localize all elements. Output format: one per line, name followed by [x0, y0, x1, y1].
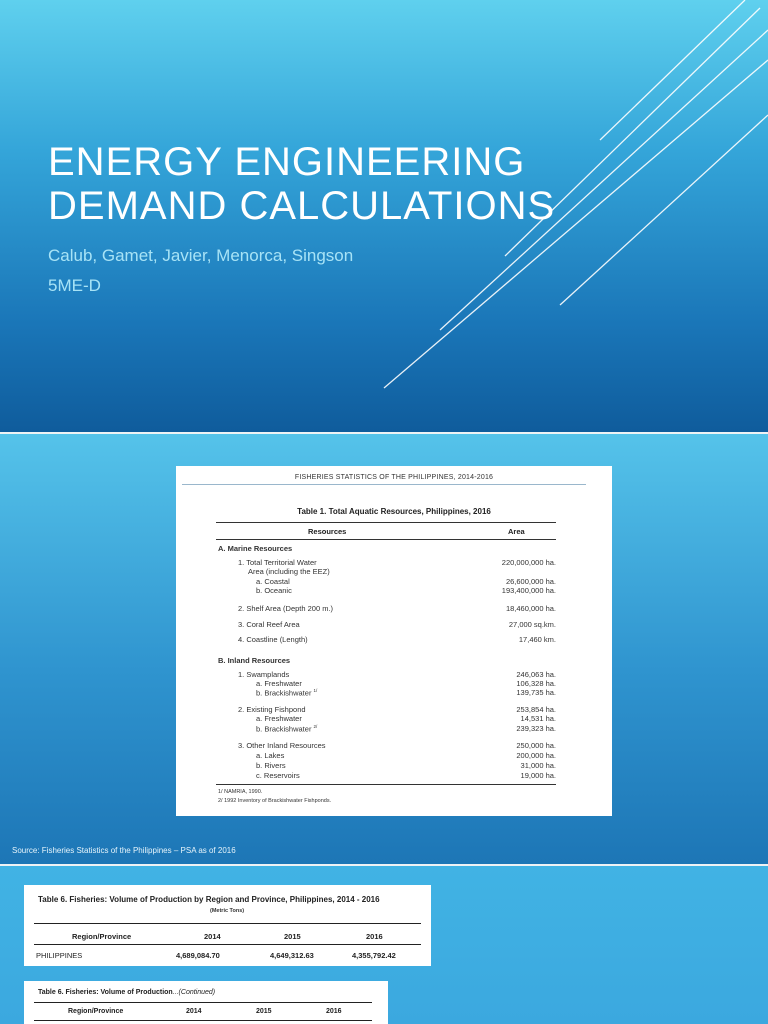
table-row-label: b. Rivers — [256, 761, 286, 770]
table-row-value: 200,000 ha. — [516, 751, 556, 760]
column-header-region: Region/Province — [72, 932, 132, 941]
production-table-image — [24, 885, 431, 966]
table6-continued-header-rule — [34, 1020, 372, 1021]
title-line-1: ENERGY ENGINEERING — [48, 140, 526, 184]
table-row-value: 106,328 ha. — [516, 679, 556, 688]
column-header-area: Area — [508, 527, 525, 536]
table-row-label: b. Oceanic — [256, 586, 292, 595]
table-row-label — [256, 688, 317, 698]
production-table-continued-image — [24, 981, 388, 1024]
table-row-label: 2. Shelf Area (Depth 200 m.) — [238, 604, 334, 613]
table-row-value: 4,355,792.42 — [352, 951, 396, 960]
table-row-value: 18,460,000 ha. — [505, 604, 556, 613]
table-row-label: 1. Total Territorial Water — [238, 558, 317, 567]
table-row-value: 27,000 sq.km. — [508, 620, 556, 629]
column-header-year: 2014 — [204, 932, 221, 941]
table-title: Table 1. Total Aquatic Resources, Philippines, 2016 — [297, 507, 491, 516]
section-text: 5ME-D — [48, 276, 101, 295]
table-row-value: 246,063 ha. — [516, 670, 556, 679]
table-row-label: 4. Coastline (Length) — [238, 635, 308, 644]
source-caption: Source: Fisheries Statistics of the Philippines – PSA as of 2016 — [12, 846, 236, 855]
table-row-value: 4,689,084.70 — [176, 951, 220, 960]
table6-unit: (Metric Tons) — [210, 908, 245, 914]
table-header-rule — [216, 539, 556, 540]
table-row-label: 3. Other Inland Resources — [238, 741, 326, 750]
row-label-text: b. Brackishwater — [256, 724, 312, 734]
table-row-label: 1. Swamplands — [238, 670, 290, 679]
table6-title: Table 6. Fisheries: Volume of Production by Region and Province, Philippines, 2014 - 2016 — [38, 895, 380, 904]
column-header-year: 2015 — [284, 932, 301, 941]
table-row-label: 3. Coral Reef Area — [238, 620, 300, 629]
table-row-label: a. Coastal — [256, 577, 290, 586]
document-header: FISHERIES STATISTICS OF THE PHILIPPINES, 2014-2016 — [294, 474, 494, 481]
table-row-label: A. Marine Resources — [218, 544, 293, 553]
table-row-label: B. Inland Resources — [218, 656, 291, 665]
slide-title — [48, 140, 555, 228]
table-row-value: 19,000 ha. — [520, 771, 556, 780]
table-row-label: a. Lakes — [256, 751, 285, 760]
column-header-year: 2015 — [256, 1008, 272, 1015]
table6-continued-title — [38, 989, 215, 996]
title-slide — [0, 0, 768, 432]
table-row-value: 26,600,000 ha. — [505, 577, 556, 586]
header-divider — [182, 484, 586, 485]
footnote-mark: 2/ — [313, 724, 318, 729]
table-row-value: 253,854 ha. — [516, 705, 556, 714]
footnote-2: 2/ 1992 Inventory of Brackishwater Fishponds. — [218, 798, 332, 804]
table-row-label — [256, 724, 317, 734]
aquatic-resources-table-image — [176, 466, 612, 816]
table-row-value: 139,735 ha. — [516, 688, 556, 697]
table-row-value: 4,649,312.63 — [270, 951, 314, 960]
column-header-year: 2016 — [366, 932, 383, 941]
column-header-region: Region/Province — [68, 1008, 124, 1015]
column-header-resources: Resources — [308, 527, 347, 536]
table-top-rule — [216, 522, 556, 523]
title-line-2: DEMAND CALCULATIONS — [48, 184, 556, 228]
table-row-value: 17,460 km. — [518, 635, 556, 644]
table-row-value: 31,000 ha. — [520, 761, 556, 770]
footnote-mark: 1/ — [313, 688, 318, 693]
table-row-label: 2. Existing Fishpond — [238, 705, 306, 714]
column-header-year: 2016 — [326, 1008, 342, 1015]
table-row-value: 220,000,000 ha. — [501, 558, 556, 567]
table-bottom-rule — [216, 784, 556, 785]
table6-header-rule — [34, 944, 421, 945]
table-row-label: Area (including the EEZ) — [248, 567, 330, 576]
table-row-value: 250,000 ha. — [516, 741, 556, 750]
table-row-value: 239,323 ha. — [516, 724, 556, 733]
table-row-label: c. Reservoirs — [256, 771, 300, 780]
table-row-value: 14,531 ha. — [520, 714, 556, 723]
table6-continued-top-rule — [34, 1002, 372, 1003]
authors-text: Calub, Gamet, Javier, Menorca, Singson — [48, 246, 354, 265]
table6-continued-suffix: ...(Continued) — [172, 989, 216, 996]
table-row-label: a. Freshwater — [256, 714, 302, 723]
table-row-label: PHILIPPINES — [36, 951, 83, 960]
table-row-value: 193,400,000 ha. — [501, 586, 556, 595]
table6-continued-title-text: Table 6. Fisheries: Volume of Production — [38, 989, 173, 996]
column-header-year: 2014 — [186, 1008, 202, 1015]
table6-top-rule — [34, 923, 421, 924]
row-label-text: b. Brackishwater — [256, 688, 312, 698]
table-row-label: a. Freshwater — [256, 679, 302, 688]
footnote-1: 1/ NAMRIA, 1990. — [218, 789, 263, 795]
